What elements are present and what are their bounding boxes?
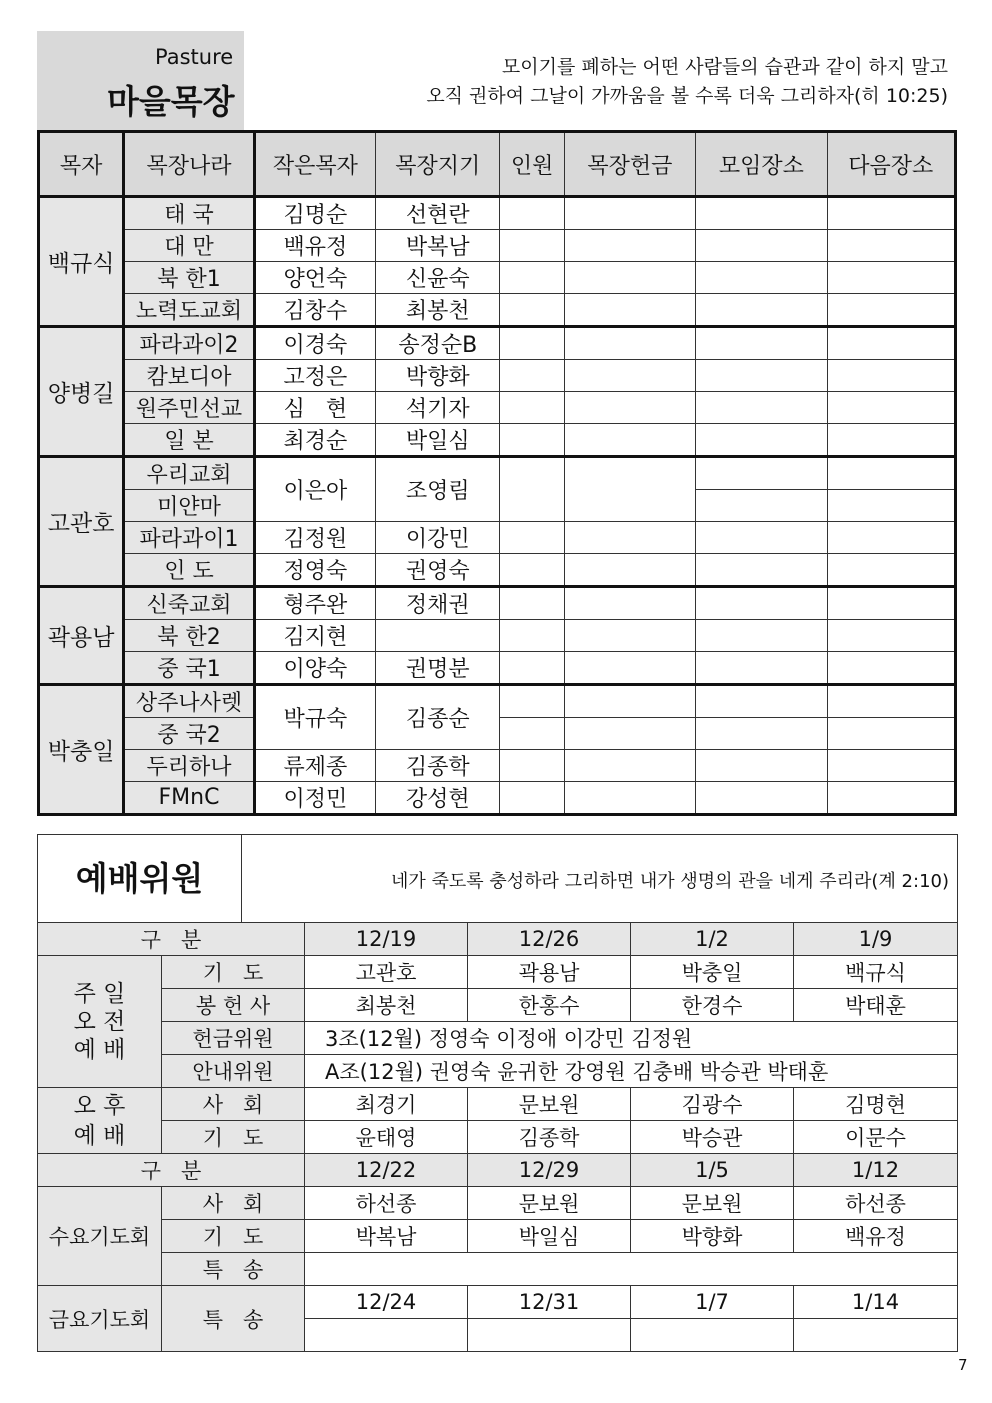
pasture-header-row [39, 132, 956, 197]
date-cell: 12/26 [468, 923, 631, 956]
col-count: 인원 [500, 132, 564, 197]
empty-cell [827, 620, 955, 652]
table-row [39, 262, 956, 294]
empty-cell [696, 197, 827, 230]
keeper-cell: 최봉천 [376, 294, 500, 327]
guide-names: A조(12월) 권영숙 윤귀한 강영원 김충배 박승관 박태훈 [305, 1055, 958, 1088]
empty-cell [500, 392, 564, 424]
empty-cell [564, 652, 695, 685]
date-cell: 12/29 [468, 1154, 631, 1187]
empty-cell [696, 750, 827, 782]
name-cell: 문보원 [468, 1088, 631, 1121]
name-cell: 백규식 [794, 956, 958, 989]
pasture-verse-line1: 모이기를 폐하는 어떤 사람들의 습관과 같이 하지 말고 [501, 56, 948, 78]
keeper-cell: 신윤숙 [376, 262, 500, 294]
table-row [39, 750, 956, 782]
empty-cell [500, 718, 564, 750]
role-label: 특 송 [162, 1286, 305, 1352]
col-country: 목장나라 [124, 132, 254, 197]
empty-cell [827, 522, 955, 554]
empty-cell [500, 522, 564, 554]
worship-verse: 네가 죽도록 충성하라 그리하면 내가 생명의 관을 네게 주리라(계 2:10) [390, 871, 949, 892]
empty-cell [564, 554, 695, 587]
name-cell: 한홍수 [468, 989, 631, 1022]
empty-cell [468, 1319, 631, 1352]
empty-cell [696, 718, 827, 750]
country-cell: 인 도 [124, 554, 254, 587]
country-cell: 중 국1 [124, 652, 254, 685]
empty-cell [696, 522, 827, 554]
country-cell: 두리하나 [124, 750, 254, 782]
table-row [39, 782, 956, 815]
keeper-cell: 석기자 [376, 392, 500, 424]
empty-cell [827, 652, 955, 685]
name-cell: 이문수 [794, 1121, 958, 1154]
empty-cell [827, 424, 955, 457]
empty-cell [827, 392, 955, 424]
empty-cell [827, 360, 955, 392]
role-label: 기 도 [162, 1121, 305, 1154]
table-row [38, 1055, 958, 1088]
name-cell: 백유정 [794, 1220, 958, 1253]
name-cell: 박향화 [631, 1220, 794, 1253]
empty-cell [696, 360, 827, 392]
empty-cell [827, 262, 955, 294]
role-label: 기 도 [162, 956, 305, 989]
role-label: 특 송 [162, 1253, 305, 1286]
name-cell: 문보원 [468, 1187, 631, 1220]
date-cell: 1/12 [794, 1154, 958, 1187]
empty-cell [696, 327, 827, 360]
keeper-cell: 이강민 [376, 522, 500, 554]
role-label: 헌금위원 [162, 1022, 305, 1055]
empty-cell [564, 587, 695, 620]
empty-cell [564, 424, 695, 457]
pasture-table [37, 130, 957, 816]
pasture-verse [426, 53, 948, 111]
col-keeper: 목장지기 [376, 132, 500, 197]
keeper-cell: 박일심 [376, 424, 500, 457]
worship-title: 예배위원 [38, 835, 242, 923]
small-pastor-cell: 심 현 [254, 392, 375, 424]
division-label: 구 분 [38, 923, 305, 956]
small-pastor-cell: 이경숙 [254, 327, 375, 360]
table-row [38, 923, 958, 956]
country-cell: 파라과이2 [124, 327, 254, 360]
country-cell: 원주민선교 [124, 392, 254, 424]
empty-cell [827, 718, 955, 750]
date-cell: 12/22 [305, 1154, 468, 1187]
small-pastor-cell: 정영숙 [254, 554, 375, 587]
empty-cell [564, 782, 695, 815]
pasture-title: 마을목장 [107, 82, 235, 121]
small-pastor-cell: 고정은 [254, 360, 375, 392]
country-cell: 상주나사렛 [124, 685, 254, 718]
country-cell: 노력도교회 [124, 294, 254, 327]
empty-cell [500, 360, 564, 392]
date-cell: 12/31 [468, 1286, 631, 1319]
name-cell: 박복남 [305, 1220, 468, 1253]
keeper-cell: 권명분 [376, 652, 500, 685]
date-cell: 1/5 [631, 1154, 794, 1187]
name-cell: 고관호 [305, 956, 468, 989]
col-offering: 목장헌금 [564, 132, 695, 197]
table-row [39, 197, 956, 230]
table-row [39, 457, 956, 490]
pastor-cell: 양병길 [39, 327, 124, 457]
small-pastor-cell: 김명순 [254, 197, 375, 230]
empty-cell [696, 554, 827, 587]
table-row [39, 360, 956, 392]
empty-cell [696, 587, 827, 620]
empty-cell [564, 360, 695, 392]
empty-cell [827, 750, 955, 782]
small-pastor-cell: 이양숙 [254, 652, 375, 685]
empty-cell [500, 230, 564, 262]
empty-cell [827, 685, 955, 718]
date-cell: 12/19 [305, 923, 468, 956]
table-row [39, 294, 956, 327]
table-row [39, 392, 956, 424]
table-row [38, 1121, 958, 1154]
country-cell: 파라과이1 [124, 522, 254, 554]
small-pastor-cell: 최경순 [254, 424, 375, 457]
empty-cell [696, 230, 827, 262]
keeper-cell: 박복남 [376, 230, 500, 262]
country-cell: 캄보디아 [124, 360, 254, 392]
date-cell: 1/9 [794, 923, 958, 956]
empty-cell [564, 294, 695, 327]
empty-cell [500, 750, 564, 782]
pasture-title-box [37, 31, 244, 130]
worship-header [37, 834, 958, 923]
friday-label: 금요기도회 [38, 1286, 162, 1352]
empty-cell [696, 490, 827, 522]
small-pastor-cell: 형주완 [254, 587, 375, 620]
country-cell: 북 한2 [124, 620, 254, 652]
table-row [39, 327, 956, 360]
empty-cell [696, 652, 827, 685]
sunday-afternoon-label: 오 후 예 배 [38, 1088, 162, 1154]
sunday-morning-label: 주 일 오 전 예 배 [38, 956, 162, 1088]
role-label: 사 회 [162, 1187, 305, 1220]
col-meeting-place: 모임장소 [696, 132, 827, 197]
name-cell: 박충일 [631, 956, 794, 989]
empty-cell [827, 294, 955, 327]
keeper-cell: 박향화 [376, 360, 500, 392]
empty-cell [564, 620, 695, 652]
keeper-cell: 강성현 [376, 782, 500, 815]
empty-cell [696, 782, 827, 815]
empty-cell [500, 554, 564, 587]
keeper-cell: 송정순B [376, 327, 500, 360]
empty-cell [500, 587, 564, 620]
table-row [39, 424, 956, 457]
date-cell: 12/24 [305, 1286, 468, 1319]
pastor-cell: 박충일 [39, 685, 124, 815]
pastor-cell: 백규식 [39, 197, 124, 327]
empty-cell [827, 230, 955, 262]
small-pastor-cell: 이은아 [254, 457, 375, 522]
pasture-eng-label: Pasture [155, 45, 234, 69]
division-label: 구 분 [38, 1154, 305, 1187]
empty-cell [564, 197, 695, 230]
date-cell: 1/14 [794, 1286, 958, 1319]
empty-cell [827, 327, 955, 360]
empty-cell [827, 782, 955, 815]
role-label: 사 회 [162, 1088, 305, 1121]
table-row [38, 989, 958, 1022]
small-pastor-cell: 김창수 [254, 294, 375, 327]
small-pastor-cell: 김지현 [254, 620, 375, 652]
country-cell: 일 본 [124, 424, 254, 457]
name-cell: 김명현 [794, 1088, 958, 1121]
role-label: 기 도 [162, 1220, 305, 1253]
table-row [38, 956, 958, 989]
pastor-cell: 곽용남 [39, 587, 124, 685]
keeper-cell: 조영림 [376, 457, 500, 522]
empty-cell [564, 392, 695, 424]
name-cell: 하선종 [305, 1187, 468, 1220]
col-small-pastor: 작은목자 [254, 132, 375, 197]
pastor-cell: 고관호 [39, 457, 124, 587]
small-pastor-cell: 류제종 [254, 750, 375, 782]
table-row [39, 652, 956, 685]
small-pastor-cell: 박규숙 [254, 685, 375, 750]
empty-cell [305, 1319, 468, 1352]
name-cell: 하선종 [794, 1187, 958, 1220]
empty-cell [696, 392, 827, 424]
keeper-cell [376, 620, 500, 652]
col-next-place: 다음장소 [827, 132, 955, 197]
keeper-cell: 정채권 [376, 587, 500, 620]
table-row [38, 1253, 958, 1286]
empty-cell [305, 1253, 958, 1286]
empty-cell [500, 685, 564, 718]
role-label: 봉 헌 사 [162, 989, 305, 1022]
empty-cell [696, 620, 827, 652]
name-cell: 곽용남 [468, 956, 631, 989]
col-pastor: 목자 [39, 132, 124, 197]
country-cell: 북 한1 [124, 262, 254, 294]
name-cell: 최봉천 [305, 989, 468, 1022]
table-row [38, 1187, 958, 1220]
table-row [39, 522, 956, 554]
empty-cell [500, 327, 564, 360]
empty-cell [564, 718, 695, 750]
small-pastor-cell: 김정원 [254, 522, 375, 554]
empty-cell [500, 457, 564, 522]
empty-cell [564, 327, 695, 360]
empty-cell [500, 424, 564, 457]
table-row [38, 1154, 958, 1187]
small-pastor-cell: 이정민 [254, 782, 375, 815]
empty-cell [696, 294, 827, 327]
empty-cell [827, 490, 955, 522]
pasture-verse-line2: 오직 권하여 그날이 가까움을 볼 수록 더욱 그리하자(히 10:25) [426, 85, 948, 107]
country-cell: 미얀마 [124, 490, 254, 522]
date-cell: 1/7 [631, 1286, 794, 1319]
name-cell: 박승관 [631, 1121, 794, 1154]
table-row [38, 1022, 958, 1055]
empty-cell [696, 424, 827, 457]
table-row [38, 1088, 958, 1121]
country-cell: 대 만 [124, 230, 254, 262]
role-label: 안내위원 [162, 1055, 305, 1088]
empty-cell [631, 1319, 794, 1352]
empty-cell [564, 230, 695, 262]
name-cell: 박일심 [468, 1220, 631, 1253]
wednesday-label: 수요기도회 [38, 1187, 162, 1286]
empty-cell [500, 294, 564, 327]
country-cell: 우리교회 [124, 457, 254, 490]
name-cell: 최경기 [305, 1088, 468, 1121]
pasture-header [37, 31, 956, 130]
keeper-cell: 선현란 [376, 197, 500, 230]
table-row [39, 230, 956, 262]
date-cell: 1/2 [631, 923, 794, 956]
empty-cell [794, 1319, 958, 1352]
empty-cell [500, 262, 564, 294]
usher-names: 3조(12월) 정영숙 이정애 이강민 김정원 [305, 1022, 958, 1055]
name-cell: 문보원 [631, 1187, 794, 1220]
country-cell: 신죽교회 [124, 587, 254, 620]
empty-cell [827, 197, 955, 230]
empty-cell [564, 522, 695, 554]
table-row [39, 620, 956, 652]
empty-cell [696, 685, 827, 718]
empty-cell [564, 457, 695, 522]
name-cell: 윤태영 [305, 1121, 468, 1154]
keeper-cell: 김종순 [376, 685, 500, 750]
name-cell: 한경수 [631, 989, 794, 1022]
country-cell: FMnC [124, 782, 254, 815]
table-row [38, 1286, 958, 1319]
country-cell: 태 국 [124, 197, 254, 230]
name-cell: 김종학 [468, 1121, 631, 1154]
small-pastor-cell: 백유정 [254, 230, 375, 262]
table-row [39, 587, 956, 620]
table-row [39, 554, 956, 587]
empty-cell [696, 262, 827, 294]
name-cell: 박태훈 [794, 989, 958, 1022]
empty-cell [827, 457, 955, 490]
empty-cell [564, 750, 695, 782]
keeper-cell: 권영숙 [376, 554, 500, 587]
table-row [39, 685, 956, 718]
empty-cell [564, 262, 695, 294]
empty-cell [827, 554, 955, 587]
empty-cell [500, 197, 564, 230]
small-pastor-cell: 양언숙 [254, 262, 375, 294]
name-cell: 김광수 [631, 1088, 794, 1121]
country-cell: 중 국2 [124, 718, 254, 750]
keeper-cell: 김종학 [376, 750, 500, 782]
empty-cell [500, 782, 564, 815]
empty-cell [500, 652, 564, 685]
empty-cell [827, 587, 955, 620]
empty-cell [564, 685, 695, 718]
page-number: 7 [958, 1356, 968, 1374]
worship-table [37, 922, 958, 1352]
empty-cell [696, 457, 827, 490]
table-row [38, 1220, 958, 1253]
empty-cell [500, 620, 564, 652]
